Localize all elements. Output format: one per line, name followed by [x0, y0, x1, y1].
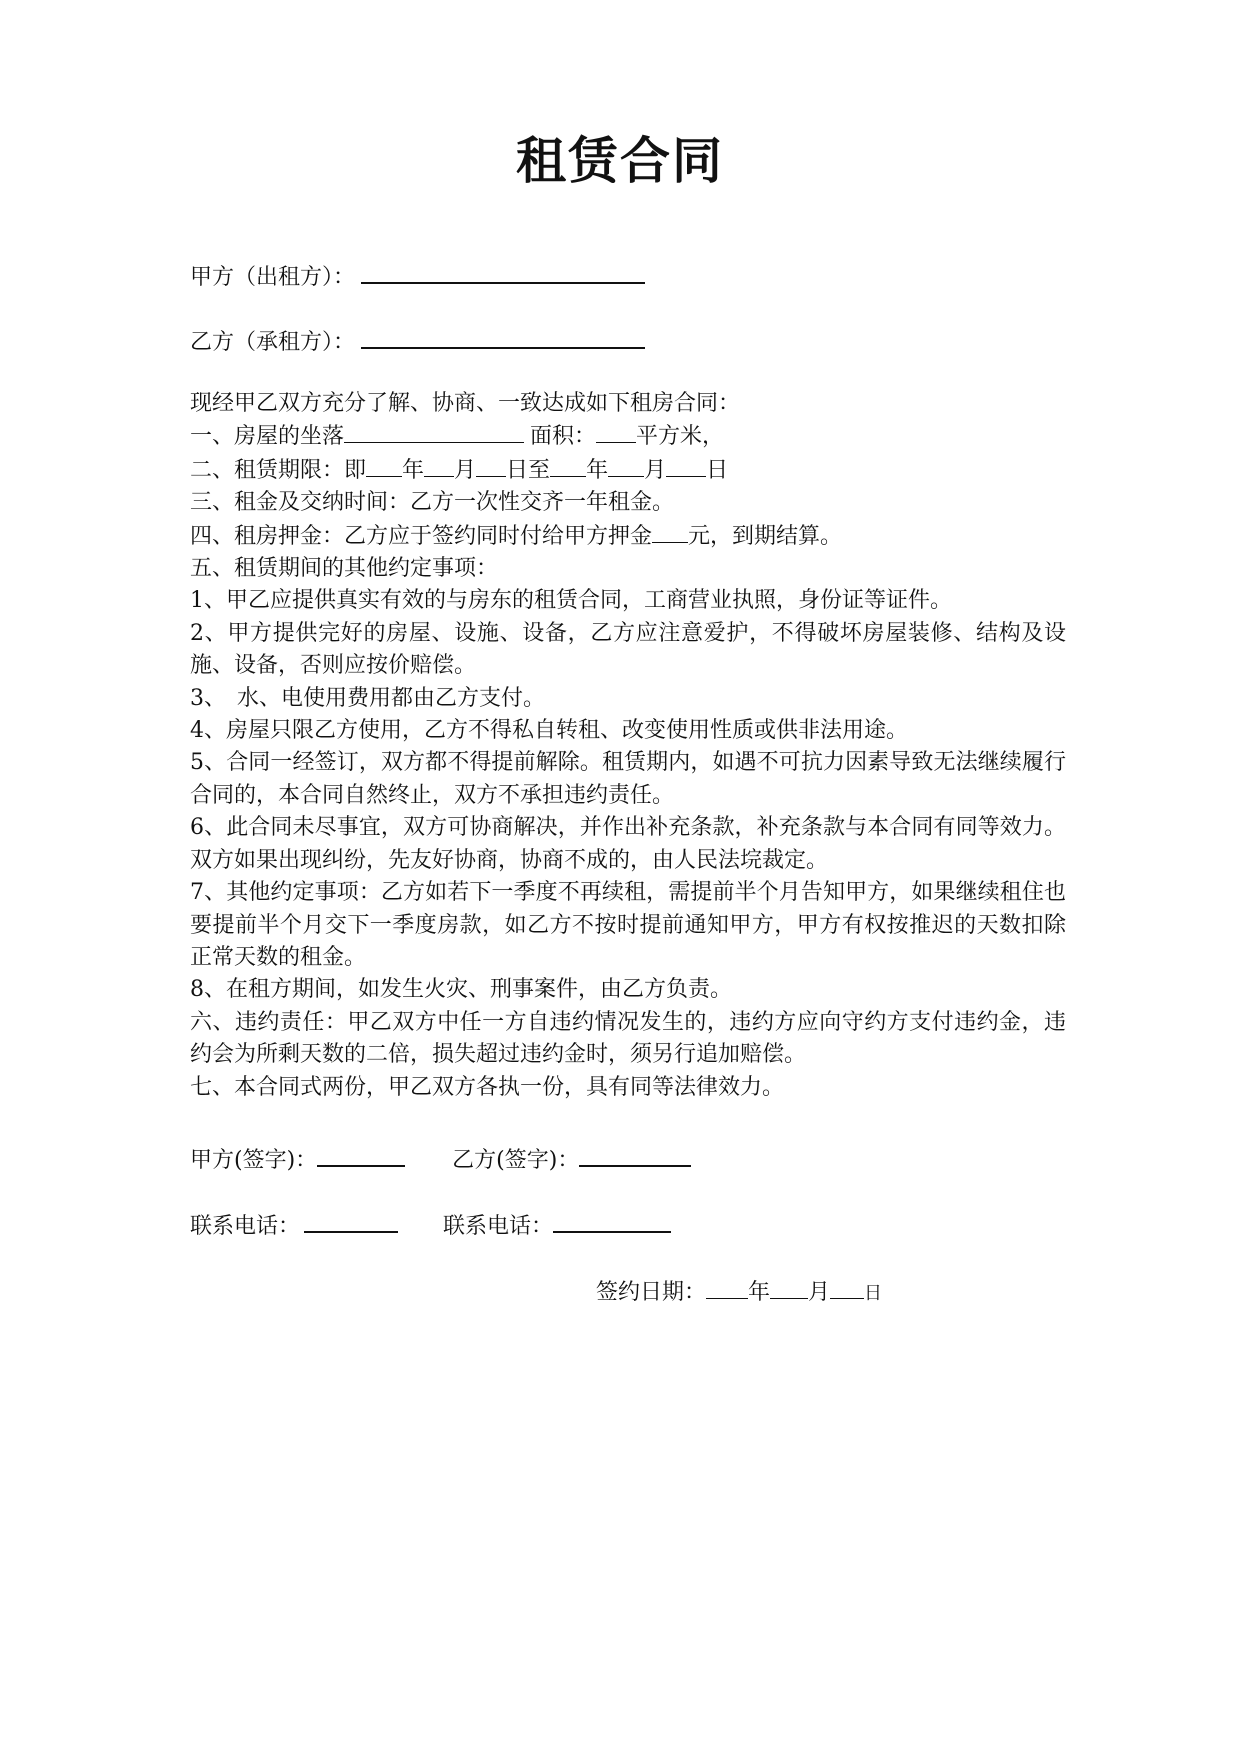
end-day-blank[interactable] — [666, 454, 706, 477]
clause-7: 七、本合同式两份，甲乙双方各执一份，具有同等法律效力。 — [190, 1074, 785, 1100]
contract-body — [190, 388, 1066, 1104]
clause-2 — [190, 454, 1066, 487]
clause-5: 五、租赁期间的其他约定事项： — [190, 556, 499, 582]
party-a-signature-blank[interactable] — [317, 1143, 405, 1167]
start-day-unit: 日至 — [506, 457, 551, 483]
end-year-unit: 年 — [586, 457, 609, 483]
clause-4 — [190, 520, 1066, 553]
party-a-line — [190, 258, 645, 294]
party-b-line — [190, 323, 645, 359]
end-day-unit: 日 — [706, 457, 729, 483]
sign-month-blank[interactable] — [770, 1276, 808, 1299]
intro-text: 现经甲乙双方充分了解、协商、一致达成如下租房合同： — [190, 391, 741, 416]
phone-row — [190, 1209, 671, 1243]
party-a-phone-label: 联系电话： — [190, 1214, 301, 1239]
sign-date-label: 签约日期： — [596, 1280, 707, 1305]
party-b-phone-blank[interactable] — [553, 1209, 671, 1233]
clause-1-unit: 平方米， — [636, 424, 725, 450]
party-b-signature-blank[interactable] — [579, 1143, 691, 1167]
party-a-phone-blank[interactable] — [304, 1209, 398, 1233]
end-year-blank[interactable] — [550, 454, 586, 477]
party-b-phone-label: 联系电话： — [443, 1214, 554, 1239]
deposit-blank[interactable] — [652, 520, 688, 543]
item-1: 1、甲乙应提供真实有效的与房东的租赁合同，工商营业执照，身份证等证件。 — [190, 588, 952, 614]
item-2: 2、甲方提供完好的房屋、设施、设备，乙方应注意爱护，不得破坏房屋装修、结构及设施、设备，否则应按价赔偿。 — [190, 620, 1066, 679]
item-7: 7、其他约定事项：乙方如若下一季度不再续租，需提前半个月告知甲方，如果继续租住也要提前半个月交下一季度房款，如乙方不按时提前通知甲方，甲方有权按推迟的天数扣除正常天数的租金。 — [190, 880, 1066, 970]
party-b-label: 乙方（承租方）： — [190, 330, 356, 355]
clause-4-label: 四、租房押金：乙方应于签约同时付给甲方押金 — [190, 523, 653, 549]
party-b-blank[interactable] — [361, 323, 645, 349]
start-month-unit: 月 — [454, 457, 477, 483]
sign-year-unit: 年 — [748, 1280, 771, 1305]
end-month-unit: 月 — [644, 457, 667, 483]
party-a-label: 甲方（出租方）： — [190, 265, 356, 290]
item-3: 3、 水、电使用费用都由乙方支付。 — [190, 685, 545, 711]
item-6: 6、此合同未尽事宜，双方可协商解决，并作出补充条款，补充条款与本合同有同等效力。双方如果出现纠纷，先友好协商，协商不成的，由人民法垸裁定。 — [190, 815, 1066, 873]
party-a-phone — [190, 1209, 398, 1243]
sign-day-blank[interactable] — [830, 1276, 864, 1299]
area-blank[interactable] — [596, 420, 636, 443]
start-day-blank[interactable] — [476, 454, 506, 477]
clause-1 — [190, 420, 1066, 453]
party-b-signature — [452, 1143, 691, 1177]
signature-row — [190, 1143, 691, 1177]
clause-3: 三、租金及交纳时间：乙方一次性交齐一年租金。 — [190, 490, 675, 516]
document-title: 租赁合同 — [516, 131, 724, 190]
party-a-blank[interactable] — [361, 258, 645, 284]
clause-2-label: 二、租赁期限：即 — [190, 457, 367, 483]
start-month-blank[interactable] — [424, 454, 454, 477]
sign-month-unit: 月 — [808, 1280, 831, 1305]
clause-1-area-label: 面积： — [530, 424, 597, 450]
party-b-signature-label: 乙方(签字)： — [452, 1148, 580, 1173]
item-8: 8、在租方期间，如发生火灾、刑事案件，由乙方负责。 — [190, 977, 732, 1003]
start-year-unit: 年 — [402, 457, 425, 483]
sign-date-row — [596, 1276, 882, 1310]
clause-1-location-label: 一、房屋的坐落 — [190, 424, 345, 450]
item-5: 5、合同一经签订，双方都不得提前解除。租赁期内，如遇不可抗力因素导致无法继续履行合同的，本合同自然终止，双方不承担违约责任。 — [190, 750, 1066, 808]
party-b-phone — [443, 1209, 671, 1243]
party-a-signature-label: 甲方(签字)： — [190, 1148, 318, 1173]
clause-4-tail: 元，到期结算。 — [688, 523, 843, 549]
party-a-signature — [190, 1143, 405, 1177]
sign-day-unit: 日 — [864, 1283, 883, 1304]
location-blank[interactable] — [344, 420, 524, 443]
end-month-blank[interactable] — [608, 454, 644, 477]
clause-6: 六、违约责任：甲乙双方中任一方自违约情况发生的，违约方应向守约方支付违约金，违约会为所剩天数的二倍，损失超过违约金时，须另行追加赔偿。 — [190, 1009, 1066, 1068]
start-year-blank[interactable] — [366, 454, 402, 477]
item-4: 4、房屋只限乙方使用，乙方不得私自转租、改变使用性质或供非法用途。 — [190, 718, 908, 744]
sign-year-blank[interactable] — [706, 1276, 748, 1299]
